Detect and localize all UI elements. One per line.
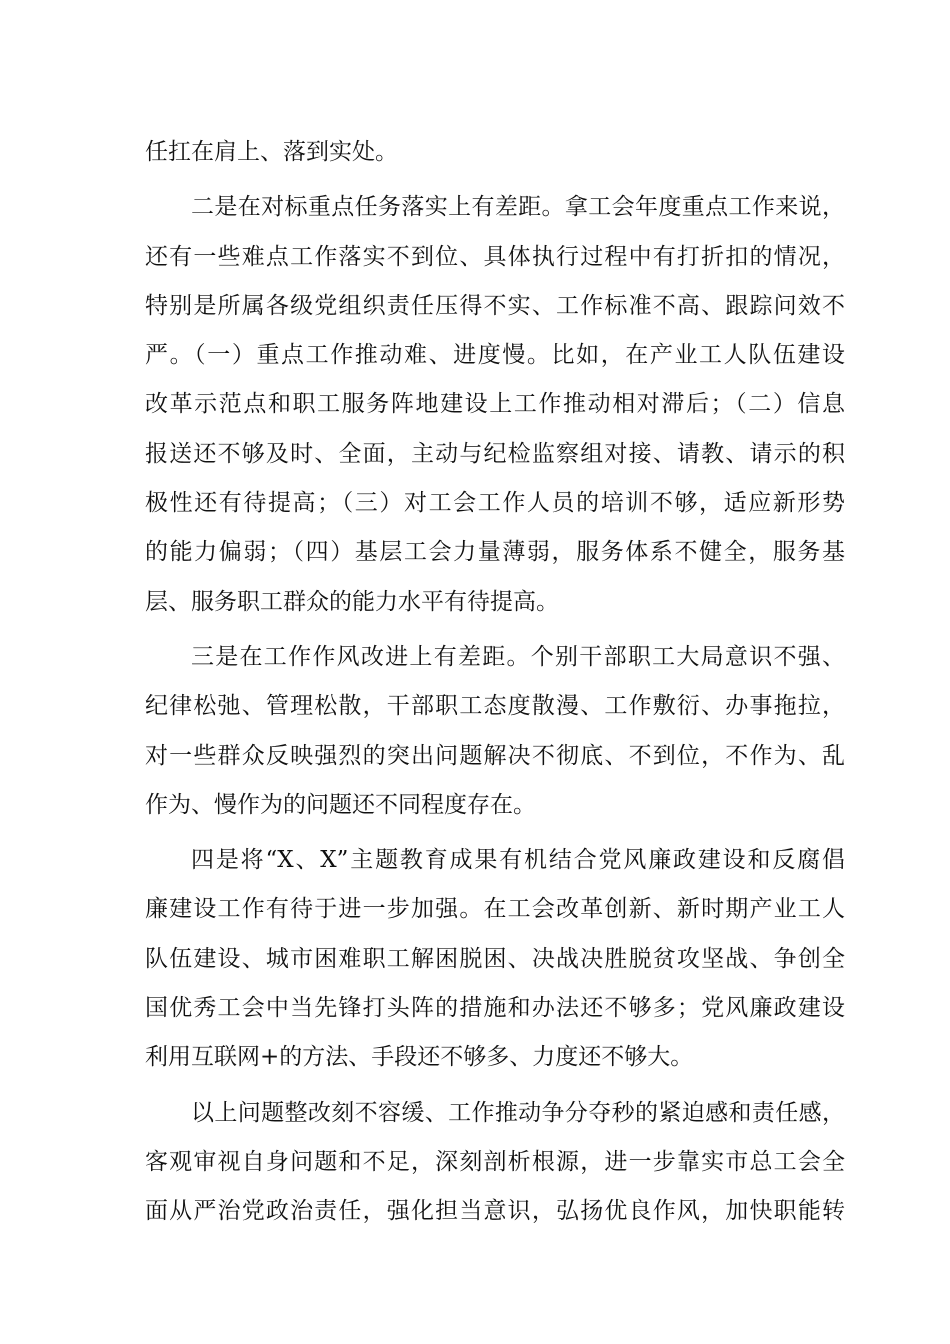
paragraph-line: 队伍建设、城市困难职工解困脱困、决战决胜脱贫攻坚战、争创全 [145,945,845,972]
document-body [145,128,845,1237]
paragraph-line: 还有一些难点工作落实不到位、具体执行过程中有打折扣的情况， [145,243,845,270]
paragraph [145,836,845,1082]
paragraph-line: 层、服务职工群众的能力水平有待提高。 [145,588,559,615]
paragraph-line: 利用互联网+的方法、手段还不够多、力度还不够大。 [145,1044,694,1071]
paragraph [145,128,845,177]
paragraph-line: 作为、慢作为的问题还不同程度存在。 [145,791,536,818]
paragraph-line: 客观审视自身问题和不足，深刻剖析根源，进一步靠实市总工会全 [145,1148,845,1175]
paragraph-line: 面从严治党政治责任，强化担当意识，弘扬优良作风，加快职能转 [145,1198,845,1225]
paragraph-line: 极性还有待提高；（三）对工会工作人员的培训不够，适应新形势 [145,490,845,517]
paragraph-line: 特别是所属各级党组织责任压得不实、工作标准不高、跟踪问效不 [145,292,845,319]
paragraph-line: 严。（一）重点工作推动难、进度慢。比如，在产业工人队伍建设 [145,342,845,369]
paragraph-line: 廉建设工作有待于进一步加强。在工会改革创新、新时期产业工人 [145,896,845,923]
paragraph [145,633,845,830]
paragraph-line: 二是在对标重点任务落实上有差距。拿工会年度重点工作来说， [191,194,845,221]
paragraph-line: 改革示范点和职工服务阵地建设上工作推动相对滞后；（二）信息 [145,391,845,418]
paragraph-line: 的能力偏弱；（四）基层工会力量薄弱，服务体系不健全，服务基 [145,539,845,566]
paragraph-line: 以上问题整改刻不容缓、工作推动争分夺秒的紧迫感和责任感， [191,1099,845,1126]
paragraph [145,1089,845,1237]
paragraph-line: 任扛在肩上、落到实处。 [145,139,398,165]
paragraph [145,183,845,627]
paragraph-line: 国优秀工会中当先锋打头阵的措施和办法还不够多；党风廉政建设 [145,995,845,1022]
paragraph-line: 对一些群众反映强烈的突出问题解决不彻底、不到位，不作为、乱 [145,742,845,769]
paragraph-line: 报送还不够及时、全面，主动与纪检监察组对接、请教、请示的积 [145,440,845,467]
paragraph-line: 纪律松弛、管理松散，干部职工态度散漫、工作敷衍、办事拖拉， [145,693,845,720]
paragraph-line: 三是在工作作风改进上有差距。个别干部职工大局意识不强、 [191,643,845,670]
paragraph-line: 四是将“X、X”主题教育成果有机结合党风廉政建设和反腐倡 [191,847,845,874]
